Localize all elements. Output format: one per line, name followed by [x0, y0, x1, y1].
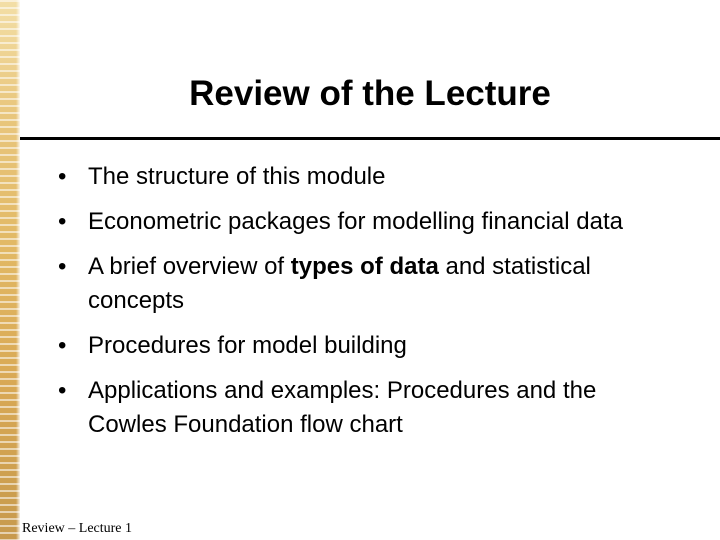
bullet-dot-icon: •	[58, 377, 67, 404]
bullet-dot-icon: •	[58, 332, 67, 359]
bullet-item	[58, 160, 678, 194]
title-underline	[20, 137, 720, 140]
bullet-text-run: A brief overview of	[88, 253, 291, 280]
bullet-emphasis: types of data	[290, 253, 439, 280]
bullet-item	[58, 205, 678, 239]
slide-title: Review of the Lecture	[189, 74, 551, 113]
bullet-dot-icon: •	[58, 208, 67, 235]
bullet-text	[88, 253, 591, 314]
slide-footer: Review – Lecture 1	[22, 521, 133, 536]
bullet-text	[88, 163, 385, 190]
decorative-side-strip	[0, 0, 20, 540]
bullet-text-run: and statistical concepts	[88, 253, 591, 314]
bullet-list	[58, 160, 678, 453]
bullet-text	[88, 208, 623, 235]
bullet-text-run: Econometric packages for modelling financial data	[88, 208, 623, 235]
bullet-text-run: Procedures for model building	[88, 332, 407, 359]
bullet-item	[58, 329, 678, 363]
bullet-text	[88, 377, 596, 438]
bullet-dot-icon: •	[58, 253, 67, 280]
bullet-text	[88, 332, 407, 359]
bullet-item	[58, 374, 678, 442]
bullet-text-run: The structure of this module	[88, 163, 386, 190]
bullet-text-run: Applications and examples: Procedures and the Cowles Foundation flow chart	[88, 377, 597, 438]
bullet-item	[58, 250, 678, 318]
bullet-dot-icon: •	[58, 163, 67, 190]
